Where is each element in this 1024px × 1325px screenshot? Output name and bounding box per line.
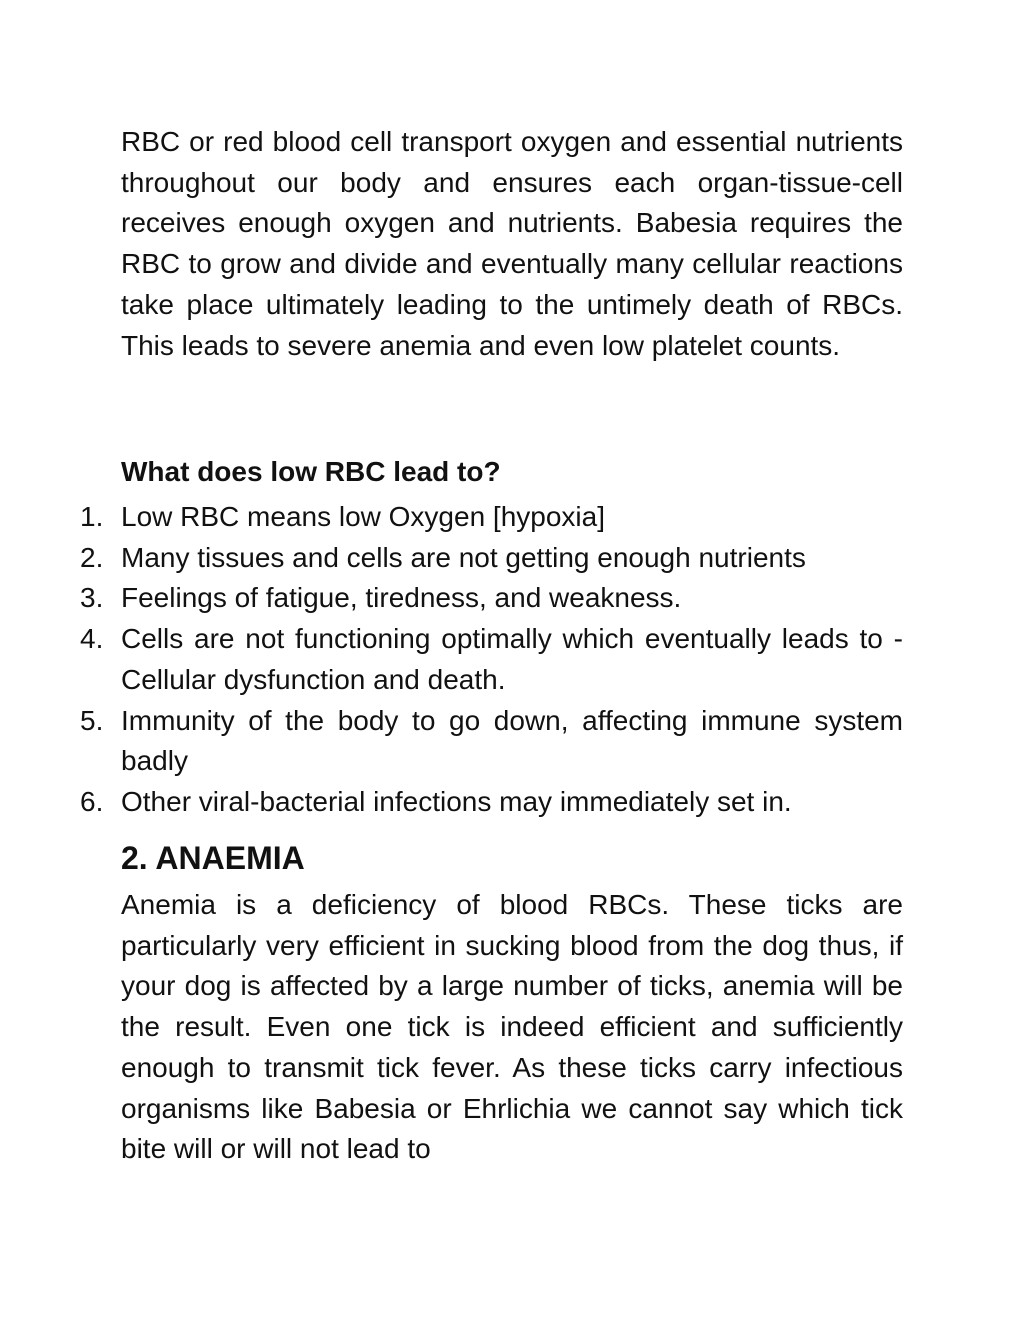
effects-list xyxy=(80,497,903,823)
list-item-text: Feelings of fatigue, tiredness, and weakness. xyxy=(121,582,682,614)
question-heading: What does low RBC lead to? xyxy=(121,456,501,487)
list-item-number: 6. xyxy=(80,785,104,817)
list-item xyxy=(80,619,903,700)
list-item xyxy=(80,701,903,782)
intro-paragraph: RBC or red blood cell transport oxygen and essential nutrients throughout our body and ensures each organ-tissue-cell receives enough oxygen and nutrients. Babesia requires the RBC to grow and divide and eventually many cellular reactions take place ultimately leading to the untimely death of RBCs. This leads to severe anemia and even low platelet counts. xyxy=(121,126,903,361)
list-item-text: Cells are not functioning optimally which eventually leads to - Cellular dysfunction and death. xyxy=(121,623,903,695)
list-item-number: 1. xyxy=(80,501,104,532)
list-item-text: Low RBC means low Oxygen [hypoxia] xyxy=(121,501,605,532)
list-item-text: Other viral-bacterial infections may immediately set in. xyxy=(121,785,792,817)
section-heading: 2. ANAEMIA xyxy=(121,840,305,876)
list-item xyxy=(80,578,903,619)
anaemia-paragraph: Anemia is a deficiency of blood RBCs. These ticks are particularly very efficient in sucking blood from the dog thus, if your dog is affected by a large number of ticks, anemia will be the result. Even one tick is indeed efficient and sufficiently enough to transmit tick fever. As these ticks carry infectious organisms like Babesia or Ehrlichia we cannot say which tick bite will or will not lead to xyxy=(121,889,903,1165)
list-item-text: Immunity of the body to go down, affecting immune system badly xyxy=(121,704,903,777)
list-item xyxy=(80,497,903,538)
list-item-text: Many tissues and cells are not getting enough nutrients xyxy=(121,541,806,573)
list-item-number: 4. xyxy=(80,623,104,655)
list-item-number: 3. xyxy=(80,582,104,614)
list-item xyxy=(80,538,903,579)
list-item xyxy=(80,782,903,823)
list-item-number: 2. xyxy=(80,541,104,573)
list-item-number: 5. xyxy=(80,704,104,736)
